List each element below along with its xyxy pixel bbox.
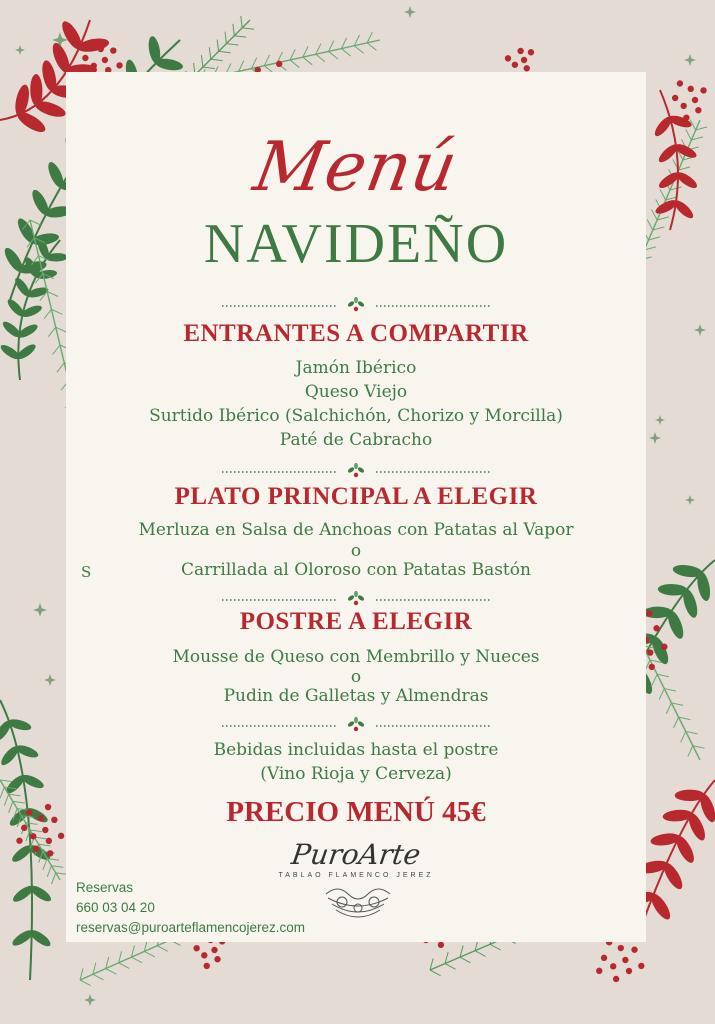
sprig-divider (66, 717, 646, 733)
starter-item: Surtido Ibérico (Salchichón, Chorizo y Morcilla) (149, 406, 563, 426)
sprig-divider (66, 591, 646, 607)
main-item: Carrillada al Oloroso con Patatas Bastón (181, 560, 531, 580)
or-separator: o (350, 541, 362, 561)
sprig-divider (66, 297, 646, 313)
starter-item: Paté de Cabracho (279, 430, 433, 450)
section-title-dessert: POSTRE A ELEGIR (239, 608, 473, 635)
ornament-icon (318, 884, 398, 922)
logo-wordmark: PuroArte (289, 838, 423, 871)
menu-script-title: Menú (248, 128, 464, 207)
email-link[interactable]: reservas@puroarteflamencojerez.com (76, 920, 306, 935)
reservations-label: Reservas (76, 880, 134, 895)
dessert-item: Mousse de Queso con Membrillo y Nueces (172, 647, 540, 667)
drinks-line: Bebidas incluidas hasta el postre (213, 740, 499, 760)
stray-letter: S (81, 563, 92, 581)
sprig-divider (66, 463, 646, 479)
drinks-detail: (Vino Rioja y Cerveza) (260, 764, 452, 784)
starter-item: Queso Viejo (304, 382, 408, 402)
main-item: Merluza en Salsa de Anchoas con Patatas al Vapor (138, 520, 574, 540)
menu-price: PRECIO MENÚ 45€ (226, 796, 486, 828)
starter-item: Jamón Ibérico (295, 358, 417, 378)
or-separator: o (350, 667, 362, 687)
menu-title: NAVIDEÑO (203, 213, 509, 275)
section-title-main: PLATO PRINCIPAL A ELEGIR (174, 483, 538, 510)
phone-number[interactable]: 660 03 04 20 (76, 900, 155, 915)
reservations-contact (76, 878, 305, 938)
dessert-item: Pudin de Galletas y Almendras (223, 686, 489, 706)
logo-tagline: TABLAO FLAMENCO JEREZ (278, 872, 434, 879)
section-title-starters: ENTRANTES A COMPARTIR (183, 320, 529, 347)
